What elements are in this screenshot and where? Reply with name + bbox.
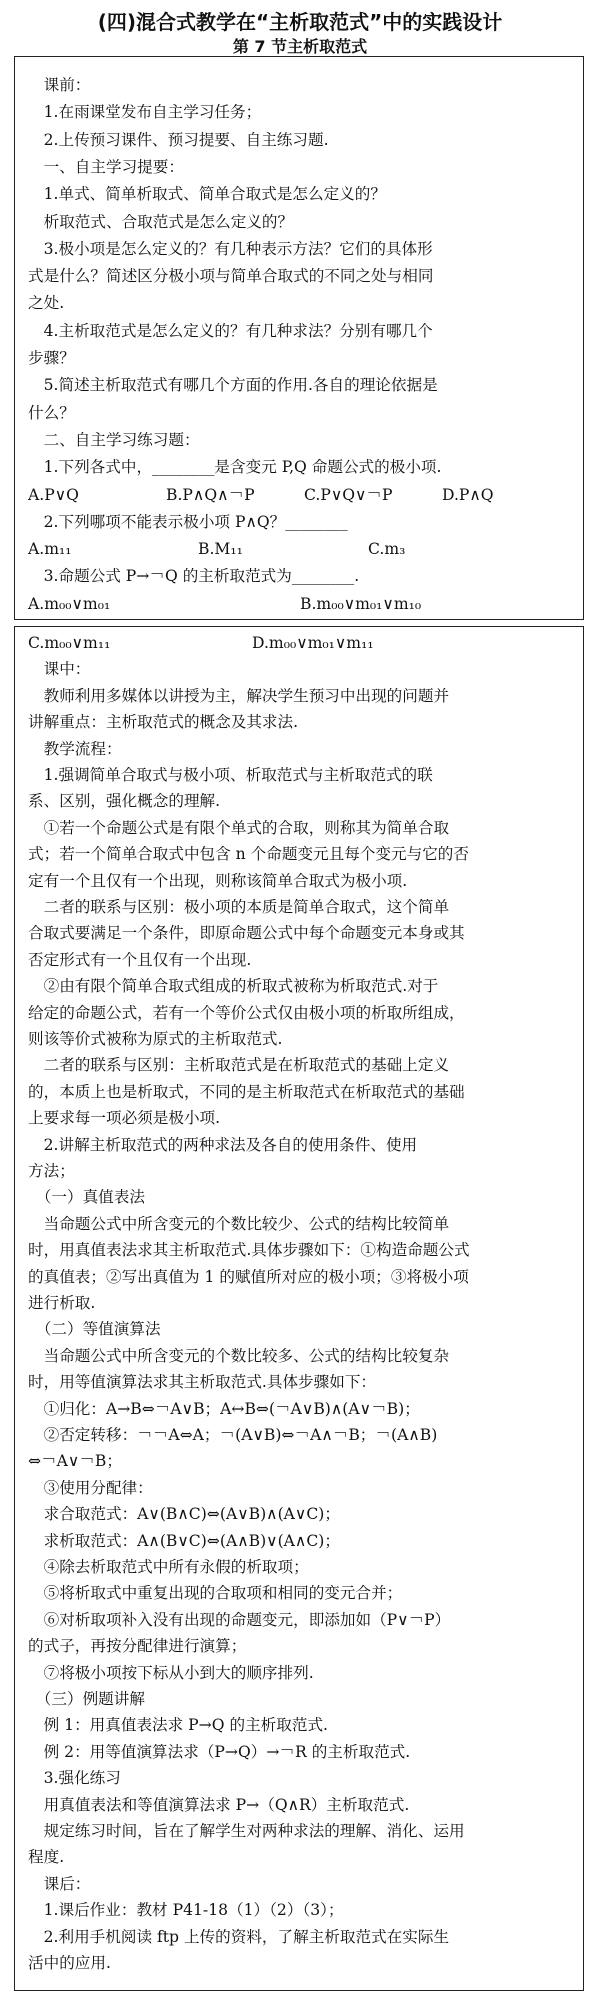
text-line: 3.极小项是怎么定义的？有几种表示方法？它们的具体形 — [28, 239, 433, 258]
option-item: C.m₀₀∨m₁₁ — [28, 634, 111, 652]
text-line: 则该等价式被称为原式的主析取范式. — [28, 1030, 283, 1048]
option-item: C.m₃ — [368, 540, 406, 559]
text-line: ①若一个命题公式是有限个单式的合取，则称其为简单合取 — [28, 818, 450, 837]
option-item: A.P∨Q — [28, 485, 79, 504]
q1-options — [28, 484, 576, 506]
q3-options-ab — [28, 593, 576, 615]
text-line: 系、区别，强化概念的理解. — [28, 792, 221, 811]
text-line: 二者的联系与区别：主析取范式是在析取范式的基础上定义 — [28, 1056, 450, 1075]
text-line: 合取式要满足一个条件，即原命题公式中每个命题变元本身或其 — [28, 924, 465, 943]
text-line: 时，用等值演算法求其主析取范式.具体步骤如下： — [28, 1373, 377, 1392]
text-line: 活中的应用. — [28, 1954, 111, 1972]
text-line: 析取范式、合取范式是怎么定义的？ — [28, 212, 294, 231]
section-title: (四)混合式教学在“主析取范式”中的实践设计 — [97, 10, 503, 34]
option-item: D.P∧Q — [442, 485, 494, 504]
text-line: ⑦将极小项按下标从小到大的顺序排列. — [28, 1663, 314, 1682]
q2-options — [28, 538, 576, 560]
text-line: 程度. — [28, 1848, 65, 1867]
text-line: 上要求每一项必须是极小项. — [28, 1109, 221, 1128]
text-line: ②否定转移：￢￢A⇔A；￢(A∨B)⇔￢A∧￢B；￢(A∧B) — [28, 1426, 438, 1444]
text-line: 2.利用手机阅读 ftp 上传的资料，了解主析取范式在实际生 — [28, 1927, 450, 1946]
text-line: ⇔￢A∨￢B； — [28, 1452, 122, 1471]
text-line: 式；若一个简单合取式中包含 n 个命题变元且每个变元与它的否 — [28, 845, 469, 864]
text-line: 1.强调简单合取式与极小项、析取范式与主析取范式的联 — [28, 766, 433, 784]
text-line: ③使用分配律： — [28, 1478, 153, 1497]
text-line: 4.主析取范式是怎么定义的？有几种求法？分别有哪几个 — [28, 321, 433, 340]
text-line: 课中： — [28, 660, 91, 679]
text-line: 例 2：用等值演算法求（P→Q）→￢R 的主析取范式. — [28, 1742, 411, 1761]
option-item: B.M₁₁ — [198, 540, 243, 559]
text-line: （一）真值表法 — [28, 1188, 145, 1207]
text-line: 1.下列各式中，________是含变元 P,Q 命题公式的极小项. — [28, 458, 442, 477]
option-item: B.m₀₀∨m₀₁∨m₁₀ — [300, 594, 422, 613]
q3-options-cd — [28, 632, 576, 654]
subsection-title: 第 7 节主析取范式 — [232, 37, 368, 56]
text-line: 3.命题公式 P→￢Q 的主析取范式为________. — [28, 567, 360, 586]
text-line: 讲解重点：主析取范式的概念及其求法. — [28, 713, 299, 732]
text-line: 什么？ — [28, 403, 75, 422]
text-line: 1.单式、简单析取式、简单合取式是怎么定义的？ — [28, 185, 386, 204]
text-line: 用真值表法和等值演算法求 P→（Q∧R）主析取范式. — [28, 1795, 410, 1814]
option-item: B.P∧Q∧￢P — [166, 485, 255, 504]
text-line: 时，用真值表法求其主析取范式.具体步骤如下：①构造命题公式 — [28, 1241, 470, 1260]
text-line: 二者的联系与区别：极小项的本质是简单合取式，这个简单 — [28, 898, 450, 916]
text-line: 否定形式有一个且仅有一个出现. — [28, 950, 252, 969]
text-line: 当命题公式中所含变元的个数比较多、公式的结构比较复杂 — [28, 1346, 450, 1365]
text-line: ①归化：A→B⇔￢A∨B；A↔B⇔(￢A∨B)∧(A∨￢B)； — [28, 1399, 420, 1418]
text-line: 的真值表；②写出真值为 1 的赋值所对应的极小项；③将极小项 — [28, 1267, 469, 1286]
text-line: （三）例题讲解 — [28, 1690, 145, 1708]
option-item: A.m₁₁ — [28, 540, 72, 559]
text-line: 步骤？ — [28, 349, 75, 367]
text-line: 一、自主学习提要： — [28, 157, 184, 176]
text-line: ⑥对析取项补入没有出现的命题变元，即添加如（P∨￢P） — [28, 1610, 451, 1629]
option-item: D.m₀₀∨m₀₁∨m₁₁ — [252, 634, 374, 652]
option-item: C.P∨Q∨￢P — [304, 485, 393, 504]
text-line: 课前： — [28, 76, 91, 94]
text-line: ⑤将析取式中重复出现的合取项和相同的变元合并； — [28, 1584, 403, 1603]
text-line: 的式子，再按分配律进行演算； — [28, 1637, 247, 1656]
text-line: 给定的命题公式，若有一个等价公式仅由极小项的析取所组成， — [28, 1003, 465, 1022]
text-line: 3.强化练习 — [28, 1769, 121, 1788]
text-line: ②由有限个简单合取式组成的析取式被称为析取范式.对于 — [28, 977, 439, 996]
text-line: 2.上传预习课件、预习提要、自主练习题. — [28, 130, 329, 149]
text-line: 之处. — [28, 294, 65, 313]
text-line: 例 1：用真值表法求 P→Q 的主析取范式. — [28, 1716, 328, 1735]
text-line: 1.在雨课堂发布自主学习任务； — [28, 103, 262, 122]
text-line: 方法； — [28, 1162, 75, 1180]
text-line: 定有一个且仅有一个出现，则称该简单合取式为极小项. — [28, 871, 408, 890]
text-line: 规定练习时间，旨在了解学生对两种求法的理解、消化、运用 — [28, 1822, 465, 1840]
text-line: 教师利用多媒体以讲授为主，解决学生预习中出现的问题并 — [28, 686, 450, 705]
text-line: 进行析取. — [28, 1294, 96, 1312]
text-line: 课后： — [28, 1874, 91, 1893]
option-item: A.m₀₀∨m₀₁ — [28, 594, 111, 613]
text-line: 求合取范式：A∨(B∧C)⇔(A∨B)∧(A∨C)； — [28, 1505, 340, 1524]
text-line: 式是什么？简述区分极小项与简单合取式的不同之处与相同 — [28, 267, 434, 286]
text-line: 1.课后作业：教材 P41-18（1）（2）（3）； — [28, 1901, 344, 1920]
text-line: 教学流程： — [28, 739, 122, 758]
text-line: ④除去析取范式中所有永假的析取项； — [28, 1558, 309, 1576]
text-line: 2.下列哪项不能表示极小项 P∧Q？________ — [28, 512, 348, 531]
text-line: 二、自主学习练习题： — [28, 430, 200, 449]
text-line: （二）等值演算法 — [28, 1320, 161, 1339]
text-line: 的，本质上也是析取式，不同的是主析取范式在析取范式的基础 — [28, 1082, 465, 1101]
text-line: 当命题公式中所含变元的个数比较少、公式的结构比较简单 — [28, 1214, 450, 1233]
text-line: 求析取范式：A∧(B∨C)⇔(A∧B)∨(A∧C)； — [28, 1531, 340, 1550]
text-line: 5.简述主析取范式有哪几个方面的作用.各自的理论依据是 — [28, 376, 438, 395]
text-line: 2.讲解主析取范式的两种求法及各自的使用条件、使用 — [28, 1135, 418, 1154]
